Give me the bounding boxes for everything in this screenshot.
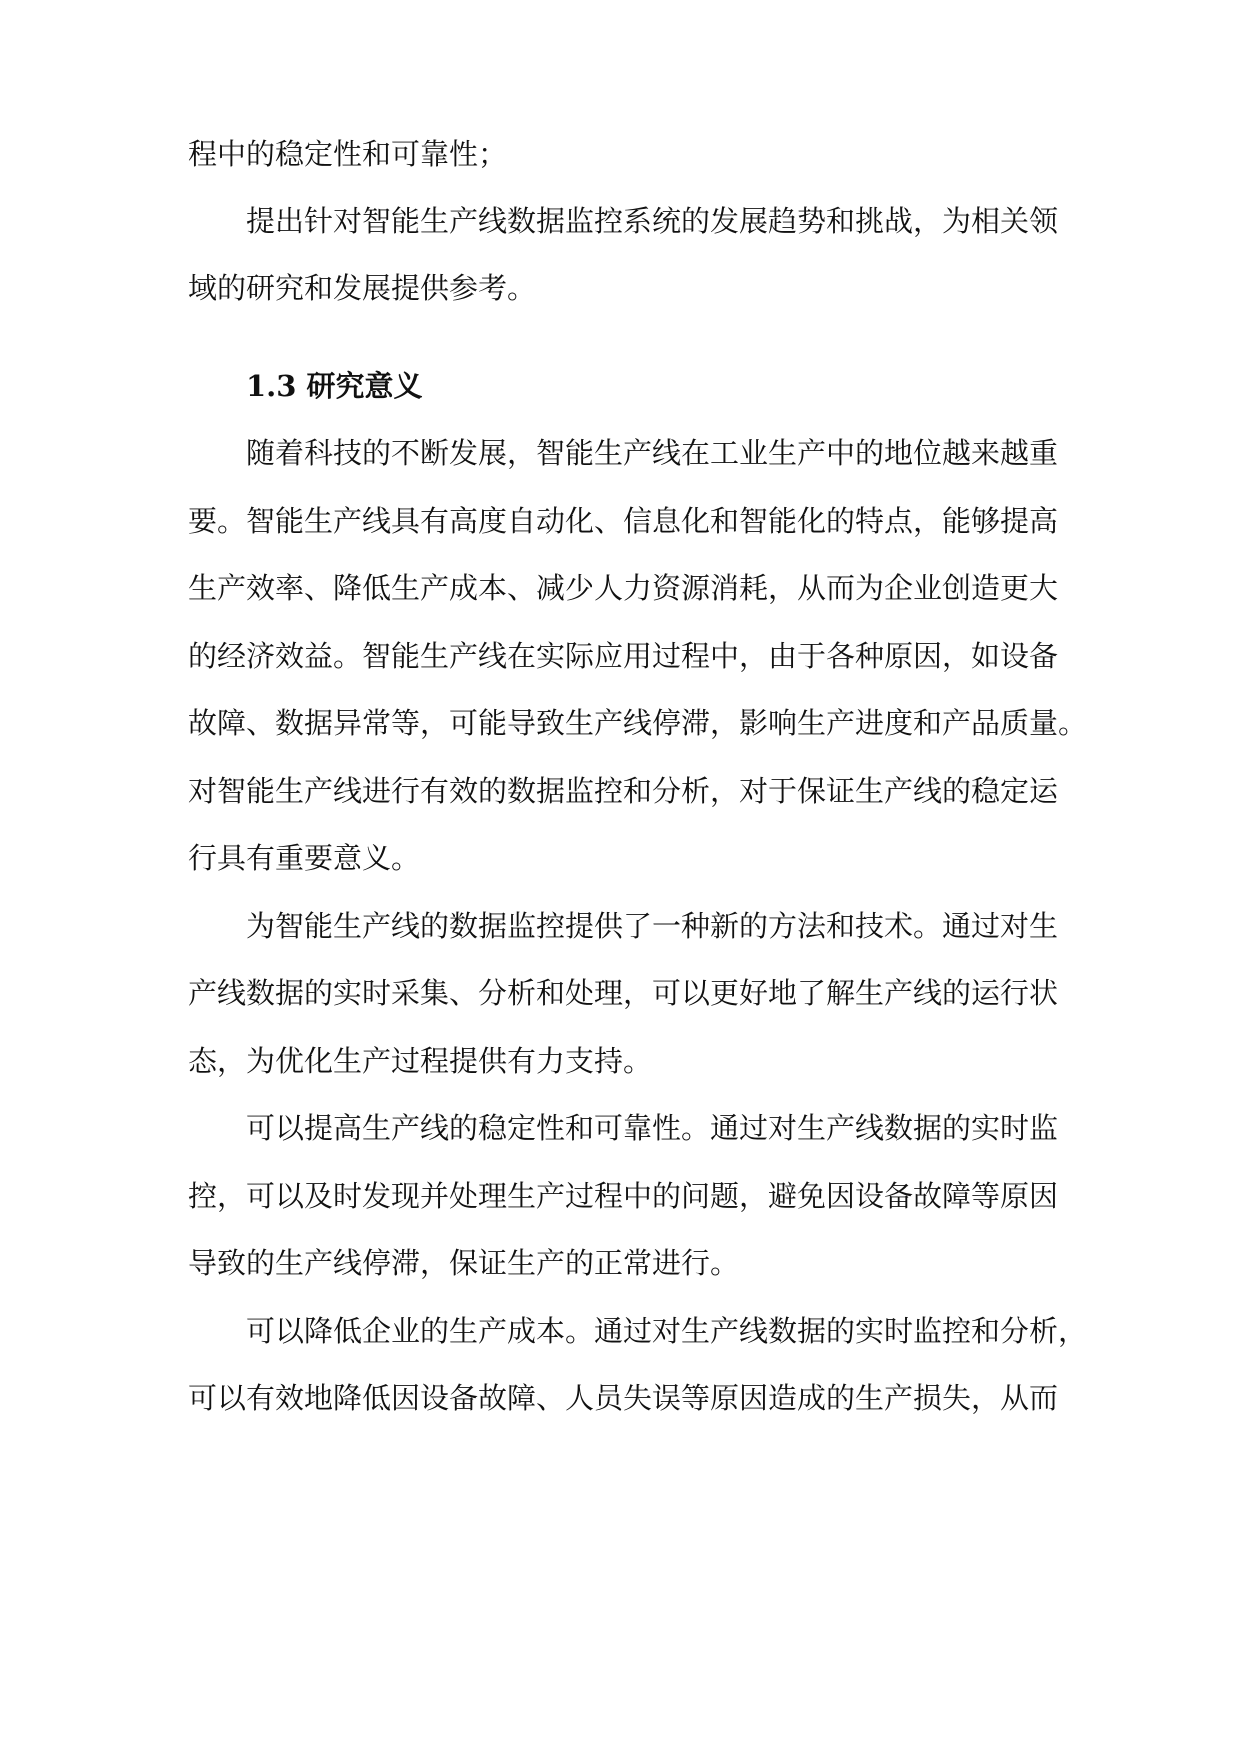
paragraph-line: 可以降低企业的生产成本。通过对生产线数据的实时监控和分析， (246, 1314, 1088, 1348)
paragraph-line: 域的研究和发展提供参考。 (188, 271, 537, 305)
paragraph-line: 导致的生产线停滞，保证生产的正常进行。 (188, 1246, 740, 1280)
paragraph-line: 生产效率、降低生产成本、减少人力资源消耗，从而为企业创造更大 (188, 571, 1059, 605)
paragraph-line: 可以有效地降低因设备故障、人员失误等原因造成的生产损失，从而 (188, 1381, 1059, 1415)
paragraph-line: 程中的稳定性和可靠性； (188, 137, 508, 171)
paragraph-line: 可以提高生产线的稳定性和可靠性。通过对生产线数据的实时监 (246, 1111, 1059, 1145)
paragraph-line: 行具有重要意义。 (188, 841, 421, 875)
section-heading: 1.3 研究意义 (246, 369, 423, 403)
paragraph-line: 为智能生产线的数据监控提供了一种新的方法和技术。通过对生 (246, 909, 1059, 943)
paragraph-line: 随着科技的不断发展，智能生产线在工业生产中的地位越来越重 (246, 436, 1059, 470)
paragraph-line: 态，为优化生产过程提供有力支持。 (188, 1044, 653, 1078)
paragraph-line: 的经济效益。智能生产线在实际应用过程中，由于各种原因，如设备 (188, 639, 1059, 673)
paragraph-line: 要。智能生产线具有高度自动化、信息化和智能化的特点，能够提高 (188, 504, 1059, 538)
paragraph-line: 对智能生产线进行有效的数据监控和分析，对于保证生产线的稳定运 (188, 774, 1059, 808)
paragraph-line: 产线数据的实时采集、分析和处理，可以更好地了解生产线的运行状 (188, 976, 1059, 1010)
paragraph-line: 提出针对智能生产线数据监控系统的发展趋势和挑战，为相关领 (246, 204, 1059, 238)
paragraph-line: 控，可以及时发现并处理生产过程中的问题，避免因设备故障等原因 (188, 1179, 1059, 1213)
paragraph-line: 故障、数据异常等，可能导致生产线停滞，影响生产进度和产品质量。 (188, 706, 1088, 740)
